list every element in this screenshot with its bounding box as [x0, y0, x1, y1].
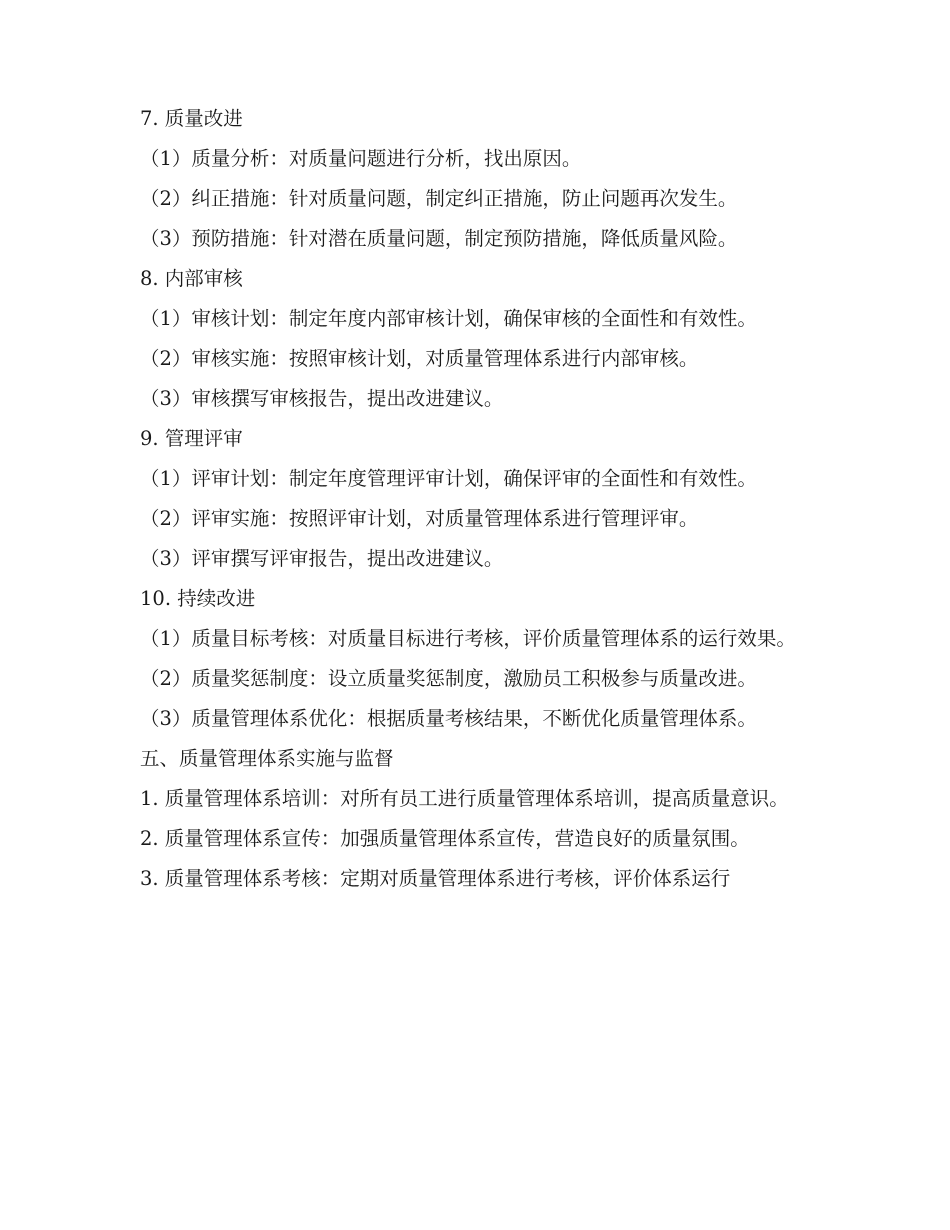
paragraph-system-optimization: （3）质量管理体系优化：根据质量考核结果，不断优化质量管理体系。	[140, 707, 757, 730]
paragraph-quality-target-assessment: （1）质量目标考核：对质量目标进行考核，评价质量管理体系的运行效果。	[140, 627, 796, 650]
paragraph-review-plan: （1）评审计划：制定年度管理评审计划，确保评审的全面性和有效性。	[140, 467, 757, 490]
paragraph-review-implementation: （2）评审实施：按照评审计划，对质量管理体系进行管理评审。	[140, 507, 699, 530]
paragraph-reward-punishment: （2）质量奖惩制度：设立质量奖惩制度，激励员工积极参与质量改进。	[140, 667, 757, 690]
section-heading-management-review: 9. 管理评审	[140, 427, 243, 450]
document-page	[140, 108, 808, 908]
chapter-heading-implementation-supervision: 五、质量管理体系实施与监督	[140, 747, 394, 770]
section-heading-internal-audit: 8. 内部审核	[140, 267, 243, 290]
paragraph-audit-report: （3）审核撰写审核报告，提出改进建议。	[140, 387, 504, 410]
paragraph-review-report: （3）评审撰写评审报告，提出改进建议。	[140, 547, 504, 570]
paragraph-system-publicity: 2. 质量管理体系宣传：加强质量管理体系宣传，营造良好的质量氛围。	[140, 827, 750, 850]
section-heading-quality-improvement: 7. 质量改进	[140, 107, 243, 130]
paragraph-audit-plan: （1）审核计划：制定年度内部审核计划，确保审核的全面性和有效性。	[140, 307, 757, 330]
paragraph-quality-analysis: （1）质量分析：对质量问题进行分析，找出原因。	[140, 147, 582, 170]
paragraph-audit-implementation: （2）审核实施：按照审核计划，对质量管理体系进行内部审核。	[140, 347, 699, 370]
paragraph-preventive-action: （3）预防措施：针对潜在质量问题，制定预防措施，降低质量风险。	[140, 227, 738, 250]
section-heading-continuous-improvement: 10. 持续改进	[140, 587, 256, 610]
paragraph-system-assessment: 3. 质量管理体系考核：定期对质量管理体系进行考核，评价体系运行	[140, 867, 731, 890]
paragraph-system-training: 1. 质量管理体系培训：对所有员工进行质量管理体系培训，提高质量意识。	[140, 787, 789, 810]
paragraph-corrective-action: （2）纠正措施：针对质量问题，制定纠正措施，防止问题再次发生。	[140, 187, 738, 210]
